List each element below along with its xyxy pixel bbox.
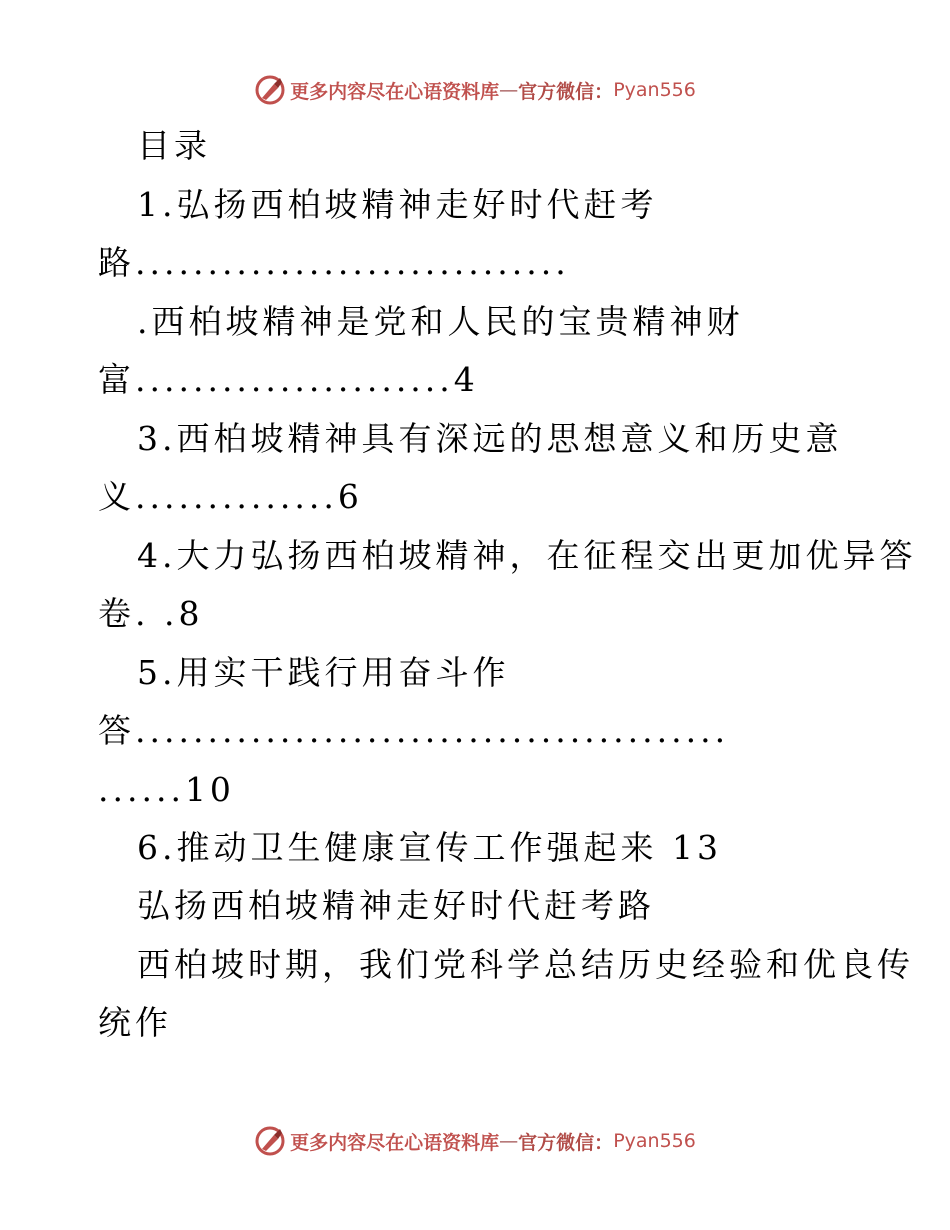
toc-item-5: 5.用实干践行用奋斗作 — [137, 653, 510, 692]
toc-item-4: 4.大力弘扬西柏坡精神，在征程交出更加优异答 — [137, 536, 917, 575]
toc-item-2-dots: 富......................4 — [98, 360, 479, 399]
watermark-wechat-id: Pyan556 — [613, 79, 696, 101]
watermark-dash: — — [499, 79, 519, 101]
toc-item-2: .西柏坡精神是党和人民的宝贵精神财 — [137, 302, 744, 341]
watermark-sub-text: 官方微信： — [518, 1131, 614, 1154]
header-watermark — [0, 70, 950, 110]
watermark-dash: — — [499, 1130, 519, 1152]
toc-title: 目录 — [137, 126, 211, 165]
toc-item-3: 3.西柏坡精神具有深远的思想意义和历史意 — [137, 419, 843, 458]
toc-item-6: 6.推动卫生健康宣传工作强起来 13 — [137, 828, 722, 867]
article-paragraph-line-1: 西柏坡时期，我们党科学总结历史经验和优良传 — [137, 945, 914, 984]
watermark-main-text: 更多内容尽在心语资料库 — [290, 80, 500, 103]
footer-watermark — [0, 1121, 950, 1161]
toc-item-1: 1.弘扬西柏坡精神走好时代赶考 — [137, 185, 658, 224]
article-paragraph-line-2: 统作 — [98, 1003, 172, 1042]
logo-icon — [254, 1125, 286, 1157]
toc-item-3-dots: 义..............6 — [98, 477, 363, 516]
watermark-sub-text: 官方微信： — [518, 80, 614, 103]
toc-item-5-dots: 答......................................... — [98, 711, 730, 750]
article-heading: 弘扬西柏坡精神走好时代赶考路 — [137, 886, 655, 925]
toc-item-1-dots: 路.............................. — [98, 243, 570, 282]
watermark-wechat-id: Pyan556 — [613, 1130, 696, 1152]
toc-item-4-dots: 卷. .8 — [98, 594, 204, 633]
logo-icon — [254, 74, 286, 106]
toc-item-5-page: ......10 — [98, 770, 235, 809]
watermark-main-text: 更多内容尽在心语资料库 — [290, 1131, 500, 1154]
